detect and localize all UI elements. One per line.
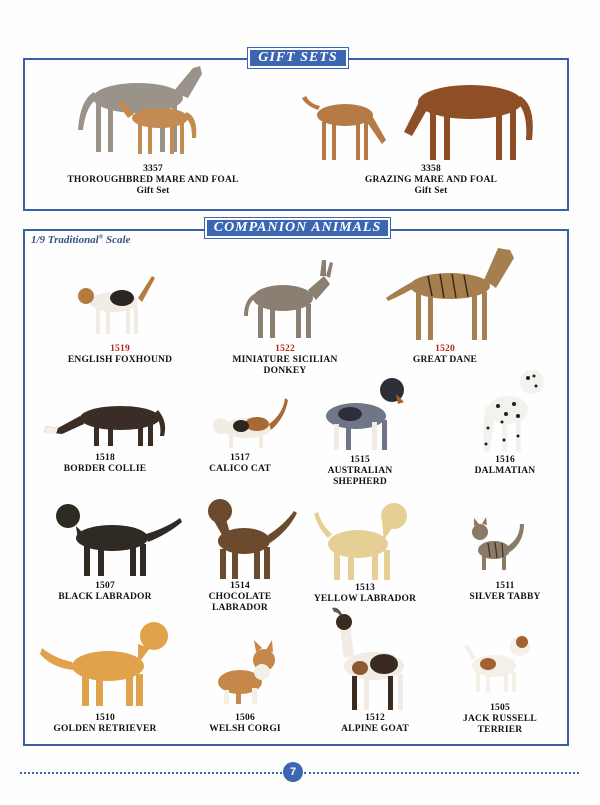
english-foxhound-image bbox=[72, 270, 157, 340]
item-1507 bbox=[40, 581, 170, 603]
scale-note-text: 1/9 Traditional bbox=[31, 234, 99, 246]
item-name-2: DONKEY bbox=[263, 366, 307, 376]
item-name: MINIATURE SICILIAN bbox=[232, 355, 338, 365]
golden-retriever-image bbox=[38, 618, 176, 710]
gift-sets-banner: GIFT SETS bbox=[248, 48, 348, 68]
item-name: YELLOW LABRADOR bbox=[313, 594, 417, 604]
item-1519 bbox=[50, 344, 190, 366]
gift-item-3358 bbox=[336, 164, 526, 197]
alpine-goat-image bbox=[330, 606, 420, 714]
footer-divider-right bbox=[304, 772, 579, 774]
item-number: 1514 bbox=[230, 581, 250, 591]
item-number: 1516 bbox=[495, 455, 515, 465]
item-name: DALMATIAN bbox=[474, 466, 536, 476]
item-number: 1517 bbox=[230, 453, 250, 463]
item-1512 bbox=[320, 713, 430, 735]
border-collie-image bbox=[38, 392, 170, 452]
item-name: ENGLISH FOXHOUND bbox=[67, 355, 173, 365]
gift-item-3357 bbox=[48, 164, 258, 197]
item-1506 bbox=[190, 713, 300, 735]
item-name: THOROUGHBRED MARE AND FOAL bbox=[67, 175, 239, 185]
registered-mark: ® bbox=[98, 234, 104, 241]
item-number: 3358 bbox=[421, 164, 441, 174]
item-number: 1507 bbox=[95, 581, 115, 591]
item-1511 bbox=[450, 581, 560, 603]
item-name: BLACK LABRADOR bbox=[58, 592, 152, 602]
item-name: CHOCOLATE bbox=[208, 592, 272, 602]
jack-russell-terrier-image bbox=[462, 630, 534, 696]
great-dane-image bbox=[380, 236, 520, 344]
item-number: 1520 bbox=[435, 344, 455, 354]
item-name: ALPINE GOAT bbox=[341, 724, 409, 734]
item-name: GRAZING MARE AND FOAL bbox=[364, 175, 498, 185]
item-name: BORDER COLLIE bbox=[63, 464, 147, 474]
item-number: 1513 bbox=[355, 583, 375, 593]
item-1510 bbox=[40, 713, 170, 735]
item-1514 bbox=[190, 581, 290, 614]
item-sub: Gift Set bbox=[414, 186, 448, 196]
welsh-corgi-image bbox=[210, 640, 280, 708]
item-name: SILVER TABBY bbox=[469, 592, 541, 602]
scale-note bbox=[31, 234, 130, 246]
item-1517 bbox=[190, 453, 290, 475]
item-name-2: LABRADOR bbox=[212, 603, 268, 613]
black-labrador-image bbox=[48, 498, 183, 580]
item-name: WELSH CORGI bbox=[209, 724, 281, 734]
item-number: 1511 bbox=[495, 581, 515, 591]
silver-tabby-image bbox=[468, 516, 528, 574]
grazing-mare-foal-image bbox=[300, 70, 540, 165]
yellow-labrador-image bbox=[312, 500, 412, 584]
item-1505 bbox=[445, 703, 555, 736]
item-1520 bbox=[380, 344, 510, 366]
item-name: GREAT DANE bbox=[412, 355, 478, 365]
calico-cat-image bbox=[205, 394, 290, 452]
item-name: CALICO CAT bbox=[209, 464, 271, 474]
item-1516 bbox=[450, 455, 560, 477]
item-name: AUSTRALIAN bbox=[327, 466, 393, 476]
item-name-2: SHEPHERD bbox=[333, 477, 387, 487]
item-name: JACK RUSSELL bbox=[463, 714, 537, 724]
item-number: 1519 bbox=[110, 344, 130, 354]
item-name-2: TERRIER bbox=[477, 725, 523, 735]
item-number: 1510 bbox=[95, 713, 115, 723]
item-name: GOLDEN RETRIEVER bbox=[53, 724, 157, 734]
item-1515 bbox=[300, 455, 420, 488]
item-number: 1515 bbox=[350, 455, 370, 465]
item-number: 1512 bbox=[365, 713, 385, 723]
thoroughbred-mare-foal-image bbox=[68, 60, 238, 165]
scale-note-suffix: Scale bbox=[105, 234, 131, 246]
item-1518 bbox=[40, 453, 170, 475]
sicilian-donkey-image bbox=[238, 258, 338, 343]
item-sub: Gift Set bbox=[136, 186, 170, 196]
item-1513 bbox=[300, 583, 430, 605]
companion-animals-banner: COMPANION ANIMALS bbox=[205, 218, 390, 238]
item-number: 1518 bbox=[95, 453, 115, 463]
australian-shepherd-image bbox=[312, 372, 412, 454]
item-number: 1506 bbox=[235, 713, 255, 723]
dalmatian-image bbox=[472, 366, 552, 456]
item-number: 1522 bbox=[275, 344, 295, 354]
item-number: 3357 bbox=[143, 164, 163, 174]
chocolate-labrador-image bbox=[200, 495, 298, 583]
item-number: 1505 bbox=[490, 703, 510, 713]
page-number: 7 bbox=[283, 762, 303, 782]
footer-divider-left bbox=[20, 772, 282, 774]
